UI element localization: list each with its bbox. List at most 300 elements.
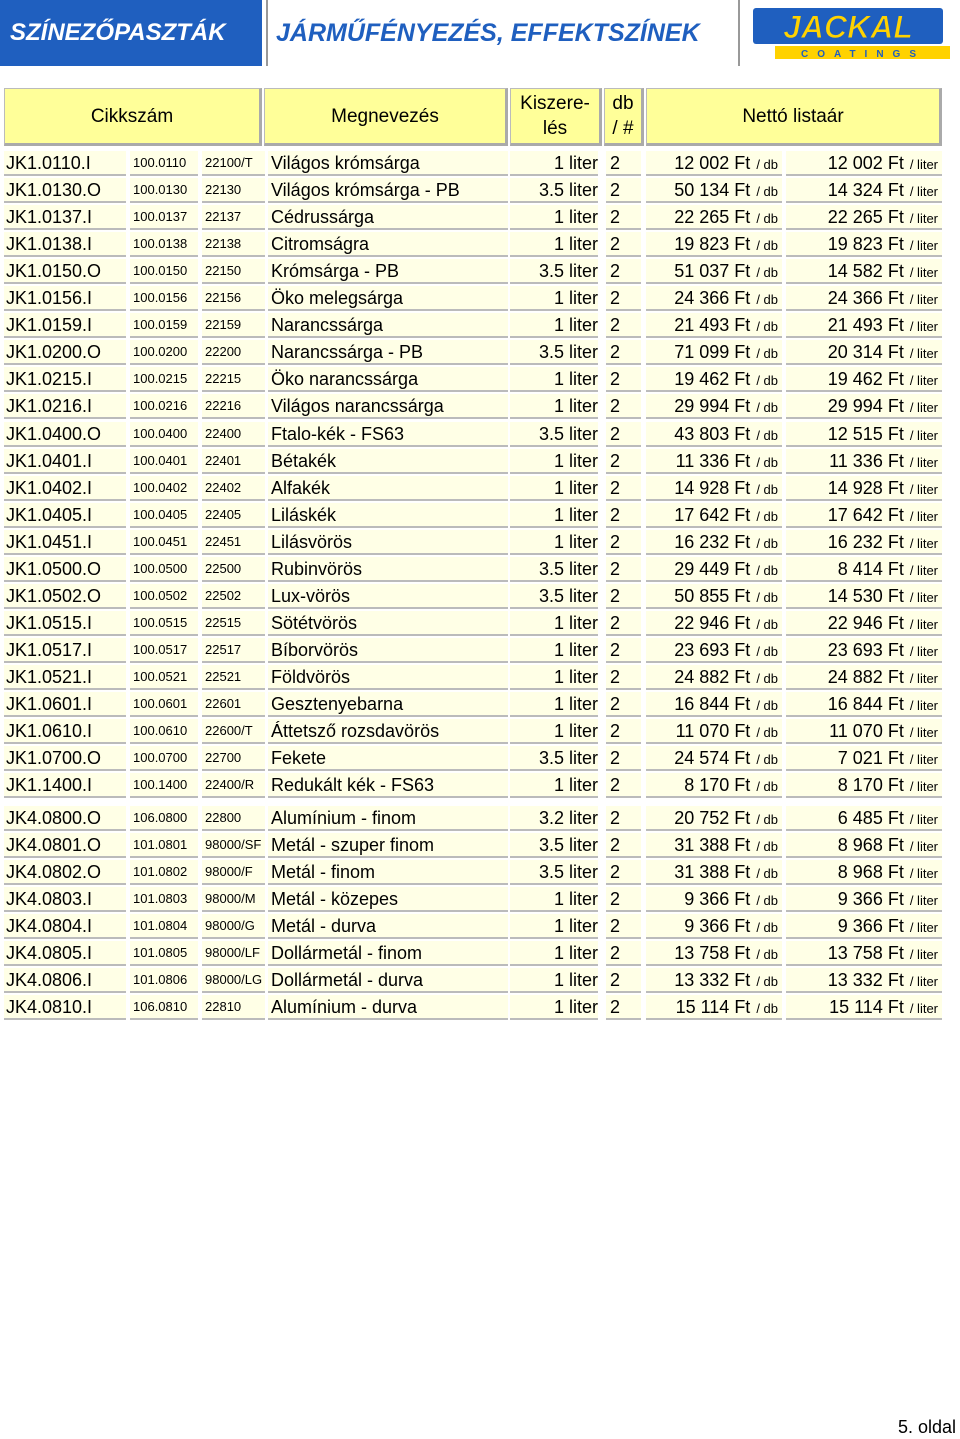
item-unit-price	[786, 476, 942, 501]
item-pack-size	[510, 286, 598, 311]
item-unit-price-unit: / liter	[909, 238, 938, 254]
item-price	[646, 394, 782, 419]
item-unit-price-unit: / liter	[909, 643, 938, 659]
item-unit-price	[786, 584, 942, 609]
item-qty: 1	[553, 775, 564, 796]
item-price-value: 23 693 Ft	[674, 639, 751, 660]
item-qty-unit: liter	[569, 288, 598, 309]
item-price	[646, 611, 782, 636]
item-unit-price-value: 15 114 Ft	[829, 997, 904, 1018]
column-header-pack-label	[520, 91, 590, 141]
item-ref-number: 100.0405	[130, 503, 198, 528]
item-price-value: 51 037 Ft	[674, 261, 751, 282]
item-price-value: 14 928 Ft	[674, 477, 751, 498]
item-price	[646, 719, 782, 744]
item-unit-price-value: 22 946 Ft	[827, 612, 904, 633]
item-unit-price-value: 14 928 Ft	[827, 477, 904, 498]
item-unit-price-value: 24 366 Ft	[827, 288, 904, 309]
item-qty: 3.5	[538, 748, 564, 769]
item-ref-number: 100.1400	[130, 773, 198, 798]
item-qty: 1	[553, 153, 564, 173]
item-unit-price	[786, 860, 942, 885]
item-db: 2	[606, 476, 641, 501]
item-ref-number: 100.0159	[130, 313, 198, 338]
item-db: 2	[606, 178, 641, 203]
item-qty: 1	[553, 970, 564, 991]
item-unit-price-value: 24 882 Ft	[827, 666, 904, 687]
item-qty-unit: liter	[569, 748, 598, 769]
item-ref-code: 22810	[202, 995, 265, 1020]
column-header-db-label	[612, 91, 633, 141]
item-price-value: 16 844 Ft	[674, 694, 751, 714]
item-unit-price	[786, 286, 942, 311]
table-row	[0, 205, 960, 232]
item-price-value: 19 823 Ft	[674, 234, 751, 255]
item-price-value: 22 265 Ft	[674, 207, 751, 228]
item-price-value: 21 493 Ft	[674, 315, 751, 336]
item-price-unit: / db	[756, 400, 778, 416]
item-unit-price	[786, 557, 942, 582]
item-qty: 1	[553, 943, 564, 964]
item-qty: 1	[553, 916, 564, 937]
item-db: 2	[606, 611, 641, 636]
item-code: JK1.0517.I	[4, 638, 126, 663]
item-unit-price-unit: / liter	[909, 779, 938, 795]
table-row	[0, 259, 960, 286]
item-unit-price	[786, 340, 942, 365]
item-code: JK4.0805.I	[4, 941, 126, 966]
item-name: Alumínium - durva	[268, 995, 508, 1020]
item-unit-price-unit: / liter	[909, 508, 938, 524]
item-price-value: 16 232 Ft	[674, 531, 751, 552]
item-pack-size	[510, 914, 598, 939]
item-ref-number: 100.0402	[130, 476, 198, 501]
item-price-unit: / db	[756, 947, 778, 963]
item-ref-number: 100.0601	[130, 692, 198, 717]
item-unit-price-unit: / liter	[909, 866, 938, 882]
item-unit-price-unit: / liter	[909, 725, 938, 741]
item-price-unit: / db	[756, 893, 778, 909]
item-price-unit: / db	[756, 508, 778, 524]
item-unit-price-unit: / liter	[909, 698, 938, 713]
item-db: 2	[606, 638, 641, 663]
item-ref-number: 100.0515	[130, 611, 198, 636]
table-row	[0, 611, 960, 638]
item-code: JK1.0156.I	[4, 286, 126, 311]
item-price-value: 11 070 Ft	[675, 721, 751, 742]
item-qty: 1	[553, 639, 564, 660]
item-ref-number: 100.0500	[130, 557, 198, 582]
item-db: 2	[606, 367, 641, 392]
item-db: 2	[606, 313, 641, 338]
item-price	[646, 773, 782, 798]
item-qty: 3.5	[538, 835, 564, 856]
item-code: JK1.0400.O	[4, 422, 126, 447]
item-pack-size	[510, 367, 598, 392]
item-unit-price	[786, 394, 942, 419]
item-db: 2	[606, 719, 641, 744]
item-name: Világos krómsárga - PB	[268, 178, 508, 203]
item-name: Áttetsző rozsdavörös	[268, 719, 508, 744]
item-qty-unit: liter	[569, 639, 598, 660]
item-name: Gesztenyebarna	[268, 692, 508, 717]
item-price	[646, 178, 782, 203]
item-price-unit: / db	[756, 535, 778, 551]
item-qty: 1	[553, 694, 564, 714]
item-db: 2	[606, 422, 641, 447]
item-price	[646, 503, 782, 528]
item-unit-price-unit: / liter	[909, 1001, 938, 1017]
item-price-unit: / db	[756, 779, 778, 795]
item-ref-number: 100.0150	[130, 259, 198, 284]
item-name: Metál - közepes	[268, 887, 508, 912]
item-price	[646, 584, 782, 609]
item-unit-price-unit: / liter	[909, 157, 938, 172]
item-price-value: 29 449 Ft	[674, 558, 751, 579]
item-unit-price-unit: / liter	[909, 562, 938, 578]
item-name: Redukált kék - FS63	[268, 773, 508, 798]
table-row	[0, 833, 960, 860]
item-ref-number: 101.0801	[130, 833, 198, 858]
item-name: Lilásvörös	[268, 530, 508, 555]
logo-sub-text: COATINGS	[800, 49, 926, 60]
item-price	[646, 887, 782, 912]
item-ref-code: 22517	[202, 638, 265, 663]
table-row	[0, 638, 960, 665]
item-unit-price	[786, 205, 942, 230]
item-ref-number: 101.0803	[130, 887, 198, 912]
item-price-unit: / db	[756, 319, 778, 335]
item-qty-unit: liter	[569, 916, 598, 937]
item-unit-price	[786, 638, 942, 663]
item-name: Fekete	[268, 746, 508, 771]
item-name: Dollármetál - finom	[268, 941, 508, 966]
item-code: JK1.0451.I	[4, 530, 126, 555]
table-row	[0, 367, 960, 394]
item-qty: 1	[553, 315, 564, 336]
item-qty: 3.5	[538, 180, 564, 201]
item-ref-number: 101.0805	[130, 941, 198, 966]
table-row	[0, 914, 960, 941]
item-price-unit: / db	[756, 184, 778, 200]
item-code: JK1.0216.I	[4, 394, 126, 419]
table-row	[0, 968, 960, 995]
table-row	[0, 232, 960, 259]
item-db: 2	[606, 833, 641, 858]
item-price-value: 24 882 Ft	[674, 666, 751, 687]
item-unit-price-value: 16 232 Ft	[827, 531, 904, 552]
item-unit-price-value: 23 693 Ft	[827, 639, 904, 660]
item-name: Földvörös	[268, 665, 508, 690]
item-unit-price-unit: / liter	[909, 670, 938, 686]
item-pack-size	[510, 773, 598, 798]
item-qty-unit: liter	[569, 889, 598, 910]
item-ref-code: 98000/SF	[202, 833, 265, 858]
item-unit-price-unit: / liter	[909, 400, 938, 416]
column-header-db-line1: db	[612, 93, 634, 114]
table-row	[0, 773, 960, 800]
item-price-unit: / db	[756, 238, 778, 254]
item-price-value: 31 388 Ft	[674, 835, 751, 856]
item-unit-price-unit: / liter	[909, 184, 938, 200]
item-ref-number: 100.0130	[130, 178, 198, 203]
item-price-value: 22 946 Ft	[674, 612, 751, 633]
item-price-unit: / db	[756, 346, 778, 362]
item-pack-size	[510, 178, 598, 203]
item-db: 2	[606, 584, 641, 609]
item-name: Öko narancssárga	[268, 367, 508, 392]
page-title	[266, 0, 740, 66]
item-qty: 1	[553, 234, 564, 255]
jackal-logo	[745, 2, 955, 62]
item-price-value: 71 099 Ft	[674, 342, 751, 363]
item-qty-unit: liter	[569, 261, 598, 282]
item-price	[646, 746, 782, 771]
item-unit-price	[786, 719, 942, 744]
item-name: Öko melegsárga	[268, 286, 508, 311]
item-name: Alumínium - finom	[268, 806, 508, 831]
item-qty-unit: liter	[569, 612, 598, 633]
item-db: 2	[606, 530, 641, 555]
item-ref-number: 100.0451	[130, 530, 198, 555]
item-price-value: 9 366 Ft	[684, 889, 751, 910]
item-price	[646, 665, 782, 690]
item-pack-size	[510, 313, 598, 338]
table-row	[0, 178, 960, 205]
item-unit-price-value: 11 070 Ft	[829, 721, 904, 742]
item-unit-price-value: 21 493 Ft	[827, 315, 904, 336]
item-qty-unit: liter	[569, 694, 598, 714]
item-pack-size	[510, 205, 598, 230]
item-qty-unit: liter	[569, 943, 598, 964]
item-db: 2	[606, 887, 641, 912]
item-ref-code: 22216	[202, 394, 265, 419]
item-name: Liláskék	[268, 503, 508, 528]
item-unit-price-value: 9 366 Ft	[837, 889, 904, 910]
item-pack-size	[510, 692, 598, 717]
item-db: 2	[606, 914, 641, 939]
item-ref-code: 22159	[202, 313, 265, 338]
item-code: JK1.0601.I	[4, 692, 126, 717]
item-name: Rubinvörös	[268, 557, 508, 582]
item-unit-price	[786, 151, 942, 176]
item-ref-code: 22156	[202, 286, 265, 311]
item-qty: 1	[553, 477, 564, 498]
item-unit-price-value: 29 994 Ft	[827, 396, 904, 417]
item-pack-size	[510, 503, 598, 528]
item-unit-price-unit: / liter	[909, 346, 938, 362]
item-unit-price-value: 9 366 Ft	[837, 916, 904, 937]
item-unit-price	[786, 313, 942, 338]
item-unit-price	[786, 773, 942, 798]
item-price-value: 19 462 Ft	[674, 369, 751, 390]
item-unit-price-value: 19 462 Ft	[827, 369, 904, 390]
item-qty-unit: liter	[569, 666, 598, 687]
item-unit-price-value: 16 844 Ft	[827, 694, 904, 714]
item-name: Bíborvörös	[268, 638, 508, 663]
item-unit-price-unit: / liter	[909, 481, 938, 497]
column-header-db-line2: / #	[612, 118, 634, 139]
item-ref-code: 98000/G	[202, 914, 265, 939]
column-header-price-label: Nettó listaár	[742, 105, 844, 127]
item-pack-size	[510, 340, 598, 365]
item-pack-size	[510, 833, 598, 858]
item-unit-price-value: 13 332 Ft	[827, 970, 904, 991]
item-db: 2	[606, 205, 641, 230]
item-ref-number: 101.0802	[130, 860, 198, 885]
item-code: JK1.0521.I	[4, 665, 126, 690]
item-ref-code: 22515	[202, 611, 265, 636]
item-unit-price	[786, 611, 942, 636]
item-db: 2	[606, 557, 641, 582]
item-db: 2	[606, 340, 641, 365]
item-price-value: 24 574 Ft	[674, 748, 751, 769]
item-code: JK1.0130.O	[4, 178, 126, 203]
item-db: 2	[606, 773, 641, 798]
item-pack-size	[510, 887, 598, 912]
column-header-pack-line1: Kiszere-	[520, 93, 590, 114]
table-row	[0, 422, 960, 449]
item-ref-code: 22502	[202, 584, 265, 609]
item-code: JK4.0810.I	[4, 995, 126, 1020]
item-price-value: 20 752 Ft	[674, 808, 751, 828]
item-qty-unit: liter	[569, 450, 598, 471]
item-qty-unit: liter	[569, 477, 598, 498]
item-qty: 1	[553, 396, 564, 417]
table-row	[0, 746, 960, 773]
item-code: JK4.0801.O	[4, 833, 126, 858]
section-title-text: SZÍNEZŐPASZTÁK	[10, 19, 226, 46]
item-db: 2	[606, 449, 641, 474]
item-ref-code: 22402	[202, 476, 265, 501]
item-price-unit: / db	[756, 373, 778, 389]
item-price-unit: / db	[756, 670, 778, 686]
item-code: JK1.0700.O	[4, 746, 126, 771]
item-name: Alfakék	[268, 476, 508, 501]
item-unit-price	[786, 746, 942, 771]
item-unit-price	[786, 968, 942, 993]
item-name: Narancssárga	[268, 313, 508, 338]
item-price-value: 12 002 Ft	[674, 153, 751, 173]
item-qty: 3.5	[538, 585, 564, 606]
item-price	[646, 367, 782, 392]
item-ref-code: 22137	[202, 205, 265, 230]
item-price-unit: / db	[756, 725, 778, 741]
item-unit-price-unit: / liter	[909, 974, 938, 990]
item-db: 2	[606, 259, 641, 284]
item-code: JK1.0405.I	[4, 503, 126, 528]
table-row	[0, 394, 960, 421]
item-price-unit: / db	[756, 752, 778, 768]
item-price	[646, 232, 782, 257]
item-unit-price-value: 8 414 Ft	[837, 558, 904, 579]
item-unit-price	[786, 941, 942, 966]
item-unit-price	[786, 995, 942, 1020]
item-ref-number: 100.0517	[130, 638, 198, 663]
item-price-unit: / db	[756, 481, 778, 497]
item-price-unit: / db	[756, 839, 778, 855]
item-db: 2	[606, 806, 641, 831]
item-unit-price-unit: / liter	[909, 589, 938, 605]
item-price	[646, 476, 782, 501]
item-ref-number: 100.0700	[130, 746, 198, 771]
item-unit-price	[786, 914, 942, 939]
item-unit-price-unit: / liter	[909, 454, 938, 470]
item-qty: 3.5	[538, 558, 564, 579]
item-ref-code: 22138	[202, 232, 265, 257]
column-header-pack	[510, 88, 602, 146]
item-price-unit: / db	[756, 812, 778, 827]
item-unit-price-unit: / liter	[909, 839, 938, 855]
item-ref-number: 106.0810	[130, 995, 198, 1020]
item-unit-price	[786, 259, 942, 284]
item-unit-price-unit: / liter	[909, 292, 938, 308]
item-qty-unit: liter	[569, 585, 598, 606]
item-unit-price-value: 7 021 Ft	[837, 748, 904, 769]
item-qty-unit: liter	[569, 862, 598, 883]
item-qty: 1	[553, 612, 564, 633]
table-row	[0, 887, 960, 914]
item-unit-price	[786, 367, 942, 392]
item-pack-size	[510, 860, 598, 885]
item-qty: 1	[553, 997, 564, 1018]
item-ref-code: 22601	[202, 692, 265, 717]
item-name: Bétakék	[268, 449, 508, 474]
item-db: 2	[606, 995, 641, 1020]
table-row	[0, 340, 960, 367]
item-qty-unit: liter	[569, 504, 598, 525]
item-qty-unit: liter	[569, 180, 598, 201]
item-unit-price-unit: / liter	[909, 920, 938, 936]
item-qty-unit: liter	[569, 234, 598, 255]
item-ref-number: 100.0138	[130, 232, 198, 257]
item-unit-price-unit: / liter	[909, 373, 938, 389]
table-row	[0, 476, 960, 503]
item-db: 2	[606, 394, 641, 419]
item-ref-number: 100.0156	[130, 286, 198, 311]
item-db: 2	[606, 286, 641, 311]
item-price	[646, 340, 782, 365]
item-qty: 1	[553, 369, 564, 390]
item-pack-size	[510, 259, 598, 284]
item-price	[646, 833, 782, 858]
item-name: Dollármetál - durva	[268, 968, 508, 993]
item-pack-size	[510, 530, 598, 555]
item-code: JK4.0804.I	[4, 914, 126, 939]
item-ref-code: 22215	[202, 367, 265, 392]
item-code: JK1.0515.I	[4, 611, 126, 636]
item-price-value: 15 114 Ft	[675, 997, 751, 1018]
item-price	[646, 449, 782, 474]
item-ref-code: 22200	[202, 340, 265, 365]
item-price-unit: / db	[756, 698, 778, 713]
item-price	[646, 313, 782, 338]
item-ref-code: 22150	[202, 259, 265, 284]
table-row	[0, 995, 960, 1022]
item-db: 2	[606, 860, 641, 885]
item-qty-unit: liter	[569, 396, 598, 417]
item-ref-number: 101.0804	[130, 914, 198, 939]
item-code: JK1.0150.O	[4, 259, 126, 284]
page-number: 5. oldal	[897, 1417, 956, 1437]
item-price	[646, 968, 782, 993]
item-price-value: 17 642 Ft	[674, 504, 751, 525]
item-qty-unit: liter	[569, 423, 598, 444]
item-unit-price-value: 13 758 Ft	[827, 943, 904, 964]
item-ref-code: 22130	[202, 178, 265, 203]
item-unit-price	[786, 422, 942, 447]
item-price	[646, 530, 782, 555]
